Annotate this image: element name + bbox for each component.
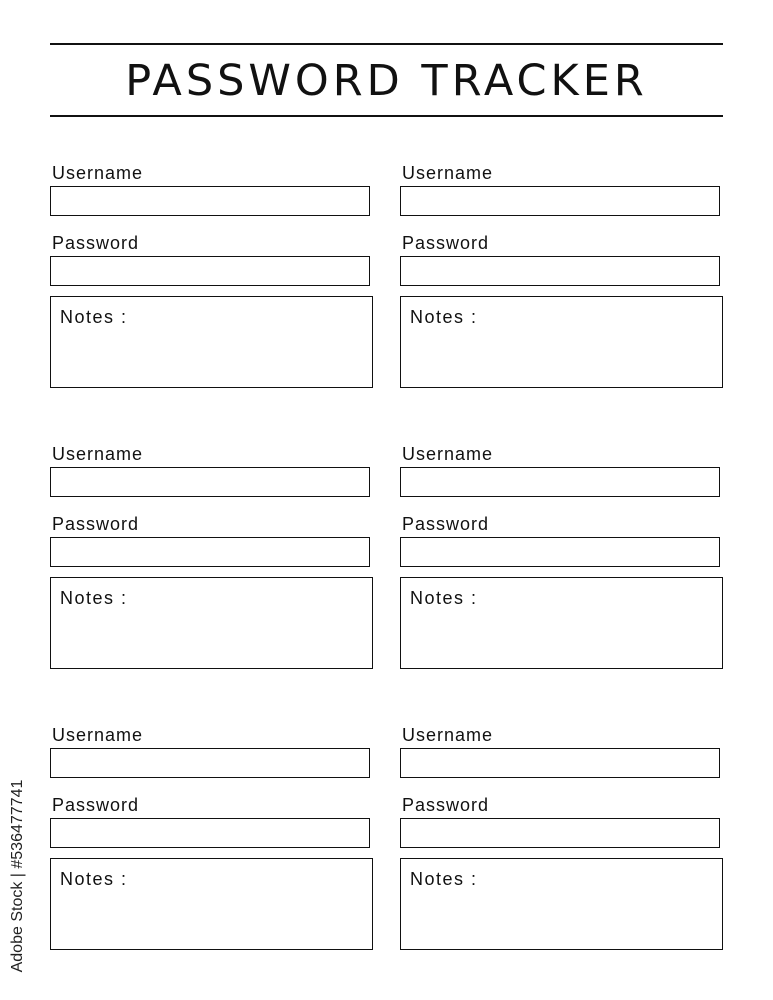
notes-label: Notes : <box>410 588 478 608</box>
username-field[interactable] <box>400 186 720 216</box>
password-entry <box>50 725 374 945</box>
notes-box <box>400 296 723 388</box>
notes-field[interactable] <box>409 893 712 943</box>
notes-label: Notes : <box>60 869 128 889</box>
password-label: Password <box>52 514 140 534</box>
username-field[interactable] <box>50 467 370 497</box>
password-entry <box>400 163 724 383</box>
notes-field[interactable] <box>409 612 712 662</box>
title-bottom-rule <box>50 115 723 117</box>
page-title: PASSWORD TRACKER <box>125 56 648 106</box>
password-entry <box>50 163 374 383</box>
notes-label: Notes : <box>410 307 478 327</box>
username-field[interactable] <box>50 748 370 778</box>
password-field[interactable] <box>400 818 720 848</box>
password-label: Password <box>52 795 140 815</box>
username-field[interactable] <box>400 748 720 778</box>
notes-field[interactable] <box>59 331 362 381</box>
password-field[interactable] <box>50 818 370 848</box>
notes-field[interactable] <box>59 893 362 943</box>
stock-id-text: Adobe Stock | #536477741 <box>9 779 26 973</box>
password-field[interactable] <box>50 537 370 567</box>
password-entry <box>400 444 724 664</box>
username-field[interactable] <box>50 186 370 216</box>
notes-label: Notes : <box>410 869 478 889</box>
username-field[interactable] <box>400 467 720 497</box>
notes-box <box>50 577 373 669</box>
notes-label: Notes : <box>60 307 128 327</box>
password-entry <box>50 444 374 664</box>
password-field[interactable] <box>400 256 720 286</box>
username-label: Username <box>52 444 144 464</box>
username-label: Username <box>402 163 494 183</box>
notes-field[interactable] <box>409 331 712 381</box>
password-label: Password <box>402 514 490 534</box>
notes-box <box>50 858 373 950</box>
password-label: Password <box>402 233 490 253</box>
password-label: Password <box>402 795 490 815</box>
notes-box <box>50 296 373 388</box>
username-label: Username <box>402 725 494 745</box>
notes-field[interactable] <box>59 612 362 662</box>
password-label: Password <box>52 233 140 253</box>
username-label: Username <box>52 725 144 745</box>
notes-label: Notes : <box>60 588 128 608</box>
title-top-rule <box>50 43 723 45</box>
notes-box <box>400 858 723 950</box>
password-entry <box>400 725 724 945</box>
username-label: Username <box>402 444 494 464</box>
username-label: Username <box>52 163 144 183</box>
notes-box <box>400 577 723 669</box>
stock-id-watermark <box>6 768 30 984</box>
password-field[interactable] <box>400 537 720 567</box>
password-field[interactable] <box>50 256 370 286</box>
